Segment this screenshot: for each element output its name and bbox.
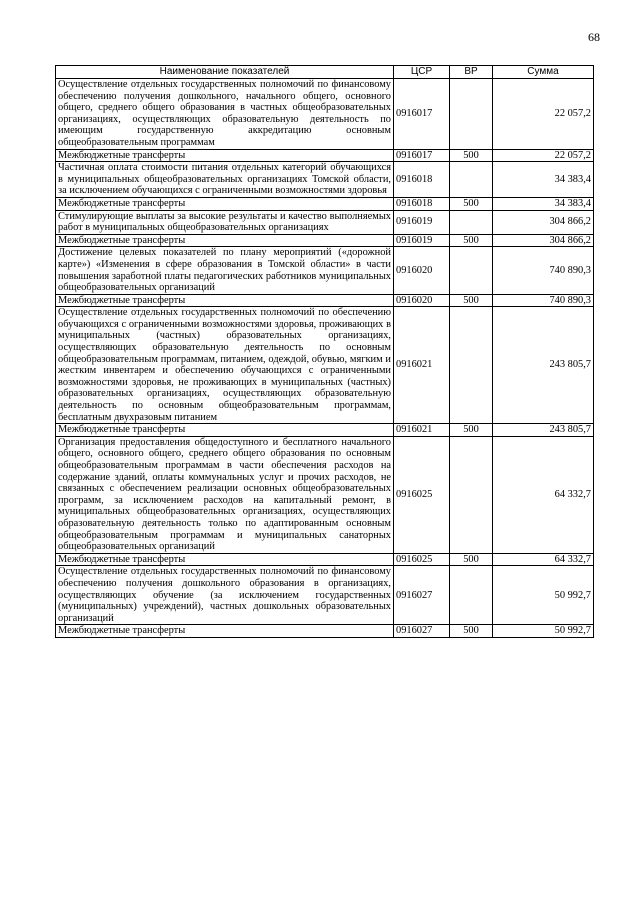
row-csr: 0916027 — [394, 625, 450, 638]
header-amount: Сумма — [493, 66, 594, 79]
row-csr: 0916018 — [394, 197, 450, 210]
row-vr: 500 — [450, 553, 493, 566]
row-amount: 34 383,4 — [493, 197, 594, 210]
row-vr: 500 — [450, 424, 493, 437]
row-amount: 740 890,3 — [493, 294, 594, 307]
row-amount: 64 332,7 — [493, 436, 594, 553]
row-name: Достижение целевых показателей по плану мероприятий («дорожной карте») «Изменения в сфере образования в Томской области» в части повышения заработной платы педагогических работников муниципальных общеобразовательных организаций — [56, 247, 394, 294]
row-csr: 0916027 — [394, 566, 450, 625]
table-row — [56, 307, 594, 424]
row-amount: 304 866,2 — [493, 210, 594, 234]
row-vr — [450, 566, 493, 625]
table-row — [56, 294, 594, 307]
row-vr — [450, 79, 493, 150]
row-name: Осуществление отдельных государственных полномочий по финансовому обеспечению получения дошкольного образования в организациях, осуществляющих обучение (за исключением государственных (муниципальных) учреждений), частных дошкольных образовательных организаций — [56, 566, 394, 625]
table-row — [56, 424, 594, 437]
row-csr: 0916025 — [394, 436, 450, 553]
row-name: Межбюджетные трансферты — [56, 625, 394, 638]
row-csr: 0916018 — [394, 162, 450, 198]
table-row — [56, 149, 594, 162]
row-vr: 500 — [450, 149, 493, 162]
row-vr: 500 — [450, 294, 493, 307]
table-row — [56, 247, 594, 294]
row-csr: 0916017 — [394, 149, 450, 162]
row-vr: 500 — [450, 625, 493, 638]
row-vr — [450, 162, 493, 198]
row-amount: 243 805,7 — [493, 424, 594, 437]
row-csr: 0916020 — [394, 247, 450, 294]
row-name: Стимулирующие выплаты за высокие результаты и качество выполняемых работ в муниципальных общеобразовательных организациях — [56, 210, 394, 234]
header-name: Наименование показателей — [56, 66, 394, 79]
table-row — [56, 79, 594, 150]
table-row — [56, 553, 594, 566]
row-amount: 243 805,7 — [493, 307, 594, 424]
row-name: Межбюджетные трансферты — [56, 424, 394, 437]
row-csr: 0916021 — [394, 424, 450, 437]
table-body — [56, 79, 594, 638]
row-name: Частичная оплата стоимости питания отдельных категорий обучающихся в муниципальных общеобразовательных организациях Томской области, за исключением обучающихся с ограниченными возможностями здоровья — [56, 162, 394, 198]
row-amount: 740 890,3 — [493, 247, 594, 294]
row-name: Межбюджетные трансферты — [56, 553, 394, 566]
row-amount: 50 992,7 — [493, 566, 594, 625]
row-csr: 0916017 — [394, 79, 450, 150]
row-csr: 0916025 — [394, 553, 450, 566]
row-vr: 500 — [450, 197, 493, 210]
row-name: Межбюджетные трансферты — [56, 149, 394, 162]
table-header-row — [56, 66, 594, 79]
row-amount: 64 332,7 — [493, 553, 594, 566]
row-name: Межбюджетные трансферты — [56, 197, 394, 210]
row-name: Осуществление отдельных государственных полномочий по обеспечению обучающихся с ограниченными возможностями здоровья, проживающих в муниципальных (частных) образовательных организациях, осуществляющих образовательную деятельность по основным общеобразовательным программам, питанием, одеждой, обувью, мягким и жестким инвентарем и обеспечению обучающихся с ограниченными возможностями здоровья, не проживающих в муниципальных (частных) образовательных организациях, осуществляющих образовательную деятельность по основным общеобразовательным программам, бесплатным двухразовым питанием — [56, 307, 394, 424]
row-amount: 34 383,4 — [493, 162, 594, 198]
table-row — [56, 197, 594, 210]
table-row — [56, 162, 594, 198]
header-vr: ВР — [450, 66, 493, 79]
row-csr: 0916021 — [394, 307, 450, 424]
row-vr — [450, 307, 493, 424]
row-name: Межбюджетные трансферты — [56, 234, 394, 247]
row-csr: 0916020 — [394, 294, 450, 307]
row-vr — [450, 436, 493, 553]
table-row — [56, 566, 594, 625]
header-csr: ЦСР — [394, 66, 450, 79]
row-amount: 22 057,2 — [493, 149, 594, 162]
table-row — [56, 436, 594, 553]
row-name: Организация предоставления общедоступного и бесплатного начального общего, основного общего, среднего общего образования по основным общеобразовательным программам в части обеспечения расходов на содержание зданий, оплаты коммунальных услуг и прочих расходов, не связанных с обеспечением реализации основных общеобразовательных программ, за исключением расходов на капитальный ремонт, в муниципальных общеобразовательных организациях, осуществляющих образовательную деятельность только по адаптированным основным общеобразовательным программам и муниципальных санаторных общеобразовательных организаций — [56, 436, 394, 553]
row-vr: 500 — [450, 234, 493, 247]
table-row — [56, 234, 594, 247]
row-name: Межбюджетные трансферты — [56, 294, 394, 307]
row-vr — [450, 247, 493, 294]
row-vr — [450, 210, 493, 234]
page-number: 68 — [588, 30, 600, 44]
row-amount: 304 866,2 — [493, 234, 594, 247]
row-amount: 22 057,2 — [493, 79, 594, 150]
row-name: Осуществление отдельных государственных полномочий по финансовому обеспечению получения дошкольного, начального общего, основного общего, среднего общего образования в частных общеобразовательных организациях, осуществляющих образовательную деятельность по имеющим государственную аккредитацию основным общеобразовательным программам — [56, 79, 394, 150]
table-row — [56, 625, 594, 638]
row-amount: 50 992,7 — [493, 625, 594, 638]
budget-table — [55, 65, 594, 638]
table-row — [56, 210, 594, 234]
row-csr: 0916019 — [394, 234, 450, 247]
row-csr: 0916019 — [394, 210, 450, 234]
